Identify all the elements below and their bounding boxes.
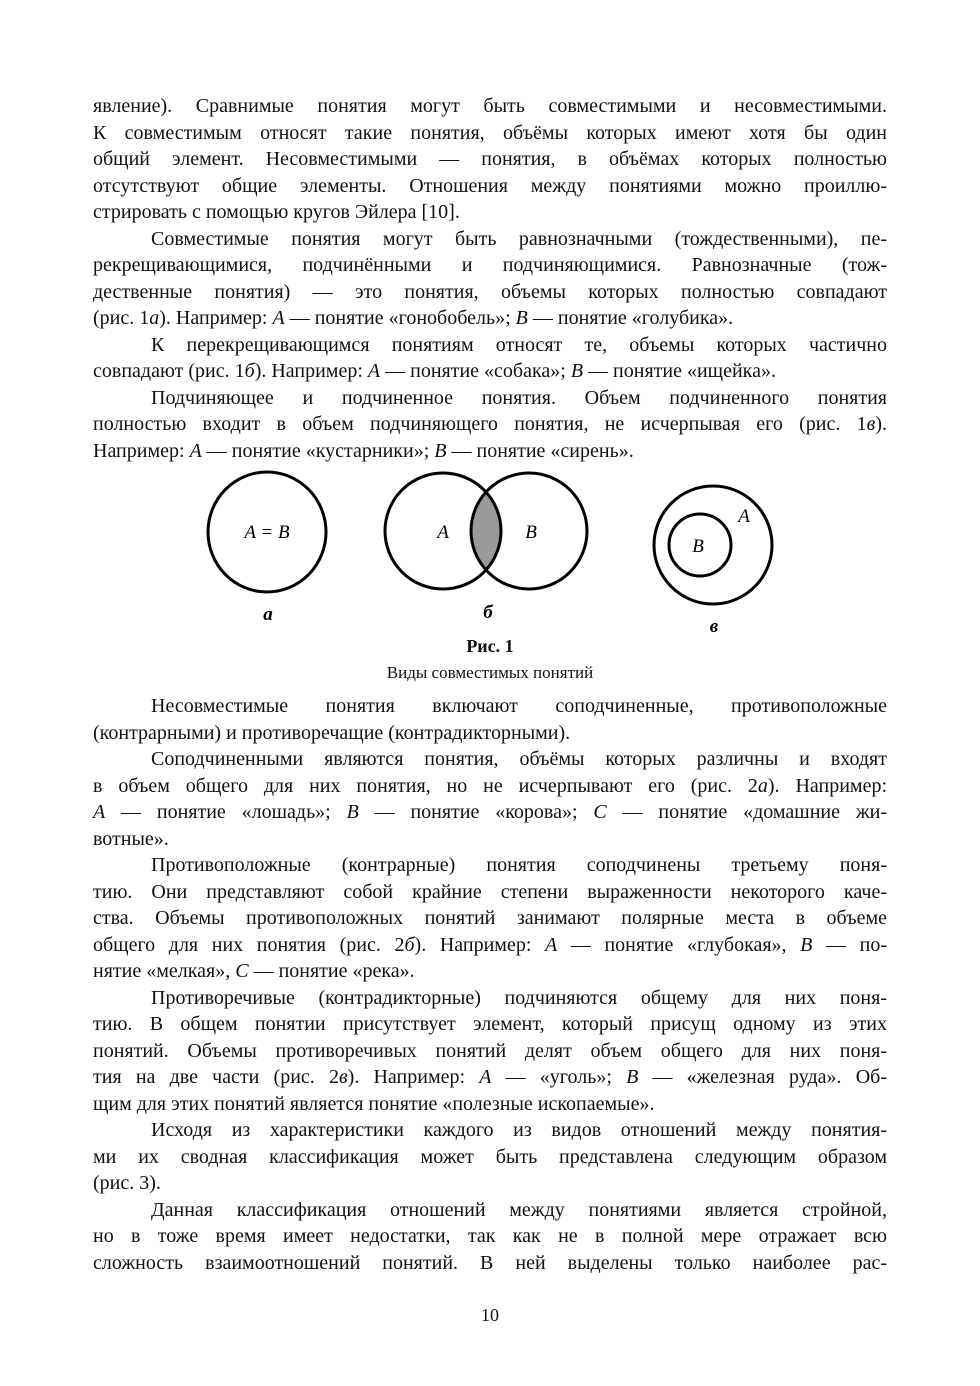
italic-symbol: B: [800, 933, 813, 956]
label-c-outer: A: [738, 506, 750, 527]
italic-symbol: B: [570, 360, 584, 382]
page-number: 10: [481, 1305, 499, 1325]
text-run: ). Например:: [254, 360, 368, 382]
italic-symbol: A: [189, 439, 202, 462]
text-run: — понятие «корова»;: [358, 801, 594, 823]
text-line: [93, 93, 887, 120]
text-run: — понятие «гонобобель»;: [284, 307, 516, 329]
paragraph: [93, 332, 887, 385]
text-line: [93, 1170, 887, 1197]
text-run: ).: [875, 413, 887, 435]
italic-symbol: B: [515, 307, 528, 329]
text-run: — понятие «голубика».: [527, 307, 734, 329]
paragraph: [93, 226, 887, 332]
text-run: (контрарными) и противоречащие (контрадикторными).: [93, 721, 571, 744]
panel-a-equal: [208, 472, 326, 625]
paragraph: [93, 746, 887, 852]
text-line: [93, 1038, 887, 1065]
text-run: — понятие «собака»;: [380, 360, 571, 382]
italic-symbol: A: [545, 933, 558, 956]
label-c-inner: B: [692, 536, 704, 557]
panel-b-overlap: [385, 473, 587, 623]
text-run: полностью входит в объем подчиняющего понятия, не исчерпывая его (рис. 1: [93, 413, 867, 435]
text-line: [93, 226, 887, 253]
italic-symbol: в: [866, 413, 876, 435]
text-run: — понятие «лошадь»;: [105, 801, 347, 823]
text-line: [93, 1011, 887, 1038]
text-line: [93, 305, 887, 332]
text-line: [93, 905, 887, 932]
paragraph: [93, 385, 887, 465]
italic-symbol: C: [235, 960, 249, 982]
figure-title: Рис. 1: [466, 636, 514, 656]
italic-symbol: а: [757, 774, 768, 797]
text-line: [93, 146, 887, 173]
text-run: Совместимые понятия могут быть равнозначными (тождественными), пе-: [151, 227, 887, 250]
text-run: совпадают (рис. 1: [93, 360, 245, 382]
circle-outer: [654, 486, 772, 604]
text-line: [93, 985, 887, 1012]
sublabel-c: в: [709, 616, 719, 637]
text-run: — понятие «домашние жи-: [606, 801, 887, 823]
text-run: тию. В общем понятии присутствует элемент, который присущ одному из этих: [93, 1013, 887, 1035]
text-run: — понятие «ищейка».: [583, 360, 776, 382]
italic-symbol: в: [338, 1066, 348, 1088]
text-run: общий элемент. Несовместимыми — понятия, в объёмах которых полностью: [93, 148, 887, 170]
italic-symbol: A: [93, 801, 106, 823]
text-line: [93, 746, 887, 773]
italic-symbol: B: [626, 1066, 639, 1088]
text-line: [93, 252, 887, 279]
paragraph: [93, 985, 887, 1118]
figure-euler-circles: [0, 465, 980, 693]
text-line: [93, 120, 887, 147]
text-run: — «уголь»;: [491, 1066, 627, 1088]
italic-symbol: B: [346, 801, 359, 823]
text-run: — понятие «кустарники»;: [201, 439, 435, 462]
text-run: отсутствуют общие элементы. Отношения между понятиями можно проиллю-: [93, 174, 887, 197]
italic-symbol: A: [367, 360, 381, 382]
text-line: [93, 1223, 887, 1250]
text-line: [93, 879, 887, 906]
text-run: Например:: [93, 439, 190, 462]
text-run: — «железная руда». Об-: [638, 1066, 887, 1088]
text-run: в объем общего для них понятия, но не исчерпывают его (рис. 2: [93, 774, 758, 797]
text-run: нятие «мелкая»,: [93, 960, 236, 982]
text-line: [93, 852, 887, 879]
text-run: Противоположные (контрарные) понятия соподчинены третьему поня-: [151, 854, 887, 876]
italic-symbol: б: [404, 933, 415, 956]
text-line: [93, 1091, 887, 1118]
text-line: [93, 826, 887, 853]
text-line: [93, 932, 887, 959]
paragraph: [93, 1117, 887, 1197]
text-run: — понятие «глубокая»,: [557, 933, 801, 956]
sublabel-b: б: [483, 602, 493, 623]
text-run: Противоречивые (контрадикторные) подчиняются общему для них поня-: [151, 986, 887, 1009]
text-run: ства. Объемы противоположных понятий занимают полярные места в объеме: [93, 907, 887, 929]
italic-symbol: B: [434, 439, 447, 462]
text-run: — понятие «река».: [248, 960, 415, 982]
paragraph: [93, 693, 887, 746]
label-b-right: B: [525, 522, 537, 543]
text-line: [93, 799, 887, 826]
text-line: [93, 1197, 887, 1224]
text-run: тия на две части (рис. 2: [93, 1066, 339, 1088]
text-run: Данная классификация отношений между понятиями является стройной,: [151, 1198, 887, 1221]
text-run: рекрещивающимися, подчинёнными и подчиняющимися. Равнозначные (тож-: [93, 254, 887, 276]
text-block-lower: [93, 693, 887, 1276]
label-a-equals-b: A = B: [244, 522, 290, 543]
text-run: — по-: [812, 933, 887, 956]
text-line: [93, 173, 887, 200]
text-line: [93, 773, 887, 800]
figure-caption: Виды совместимых понятий: [386, 663, 594, 682]
text-run: но в тоже время имеет недостатки, так как не в полной мере отражает всю: [93, 1225, 887, 1247]
text-line: [93, 411, 887, 438]
text-line: [93, 1117, 887, 1144]
italic-symbol: A: [272, 307, 285, 329]
italic-symbol: A: [479, 1066, 492, 1088]
text-line: [93, 693, 887, 720]
text-run: дественные понятия) — это понятия, объемы которых полностью совпадают: [93, 280, 887, 303]
text-line: [93, 332, 887, 359]
text-line: [93, 438, 887, 465]
text-run: щим для этих понятий является понятие «полезные ископаемые».: [93, 1092, 655, 1115]
text-block-upper: [93, 93, 887, 464]
text-line: [93, 1250, 887, 1277]
text-line: [93, 279, 887, 306]
text-run: сложность взаимоотношений понятий. В ней выделены только наиболее рас-: [93, 1251, 887, 1274]
text-run: ). Например:: [767, 774, 888, 797]
text-run: Подчиняющее и подчиненное понятия. Объем подчиненного понятия: [151, 386, 887, 409]
text-run: стрировать с помощью кругов Эйлера [10].: [93, 201, 460, 223]
text-run: К перекрещивающимся понятиям относят те, объемы которых частично: [151, 333, 887, 356]
text-run: ми их сводная классификация может быть представлена следующим образом: [93, 1145, 887, 1168]
text-run: тию. Они представляют собой крайние степени выраженности некоторого каче-: [93, 880, 887, 903]
text-line: [93, 958, 887, 985]
sublabel-a: а: [263, 604, 273, 625]
text-run: Соподчиненными являются понятия, объёмы которых различны и входят: [151, 748, 887, 770]
paragraph: [93, 852, 887, 985]
text-line: [93, 358, 887, 385]
text-line: [93, 385, 887, 412]
label-b-left: A: [437, 522, 449, 543]
text-run: ). Например:: [347, 1066, 480, 1088]
text-line: [93, 720, 887, 747]
text-run: (рис. 3).: [93, 1172, 161, 1194]
paragraph: [93, 1197, 887, 1277]
text-run: — понятие «сирень».: [446, 439, 634, 462]
text-run: ). Например:: [414, 933, 545, 956]
text-run: ). Например:: [159, 307, 273, 329]
italic-symbol: б: [244, 360, 255, 382]
text-run: К совместимым относят такие понятия, объёмы которых имеют хотя бы один: [93, 121, 887, 144]
text-line: [93, 199, 887, 226]
text-run: (рис. 1: [93, 307, 150, 329]
text-run: понятий. Объемы противоречивых понятий делят объем общего для них поня-: [93, 1039, 887, 1062]
italic-symbol: C: [593, 801, 607, 823]
text-run: общего для них понятия (рис. 2: [93, 933, 405, 956]
text-run: Исходя из характеристики каждого из видов отношений между понятия-: [151, 1119, 887, 1141]
text-line: [93, 1144, 887, 1171]
panel-c-nested: [654, 486, 772, 637]
italic-symbol: а: [149, 307, 160, 329]
text-run: вотные».: [93, 827, 169, 850]
text-run: явление). Сравнимые понятия могут быть совместимыми и несовместимыми.: [93, 95, 887, 117]
text-line: [93, 1064, 887, 1091]
text-run: Несовместимые понятия включают соподчиненные, противоположные: [151, 695, 887, 717]
paragraph: [93, 93, 887, 226]
